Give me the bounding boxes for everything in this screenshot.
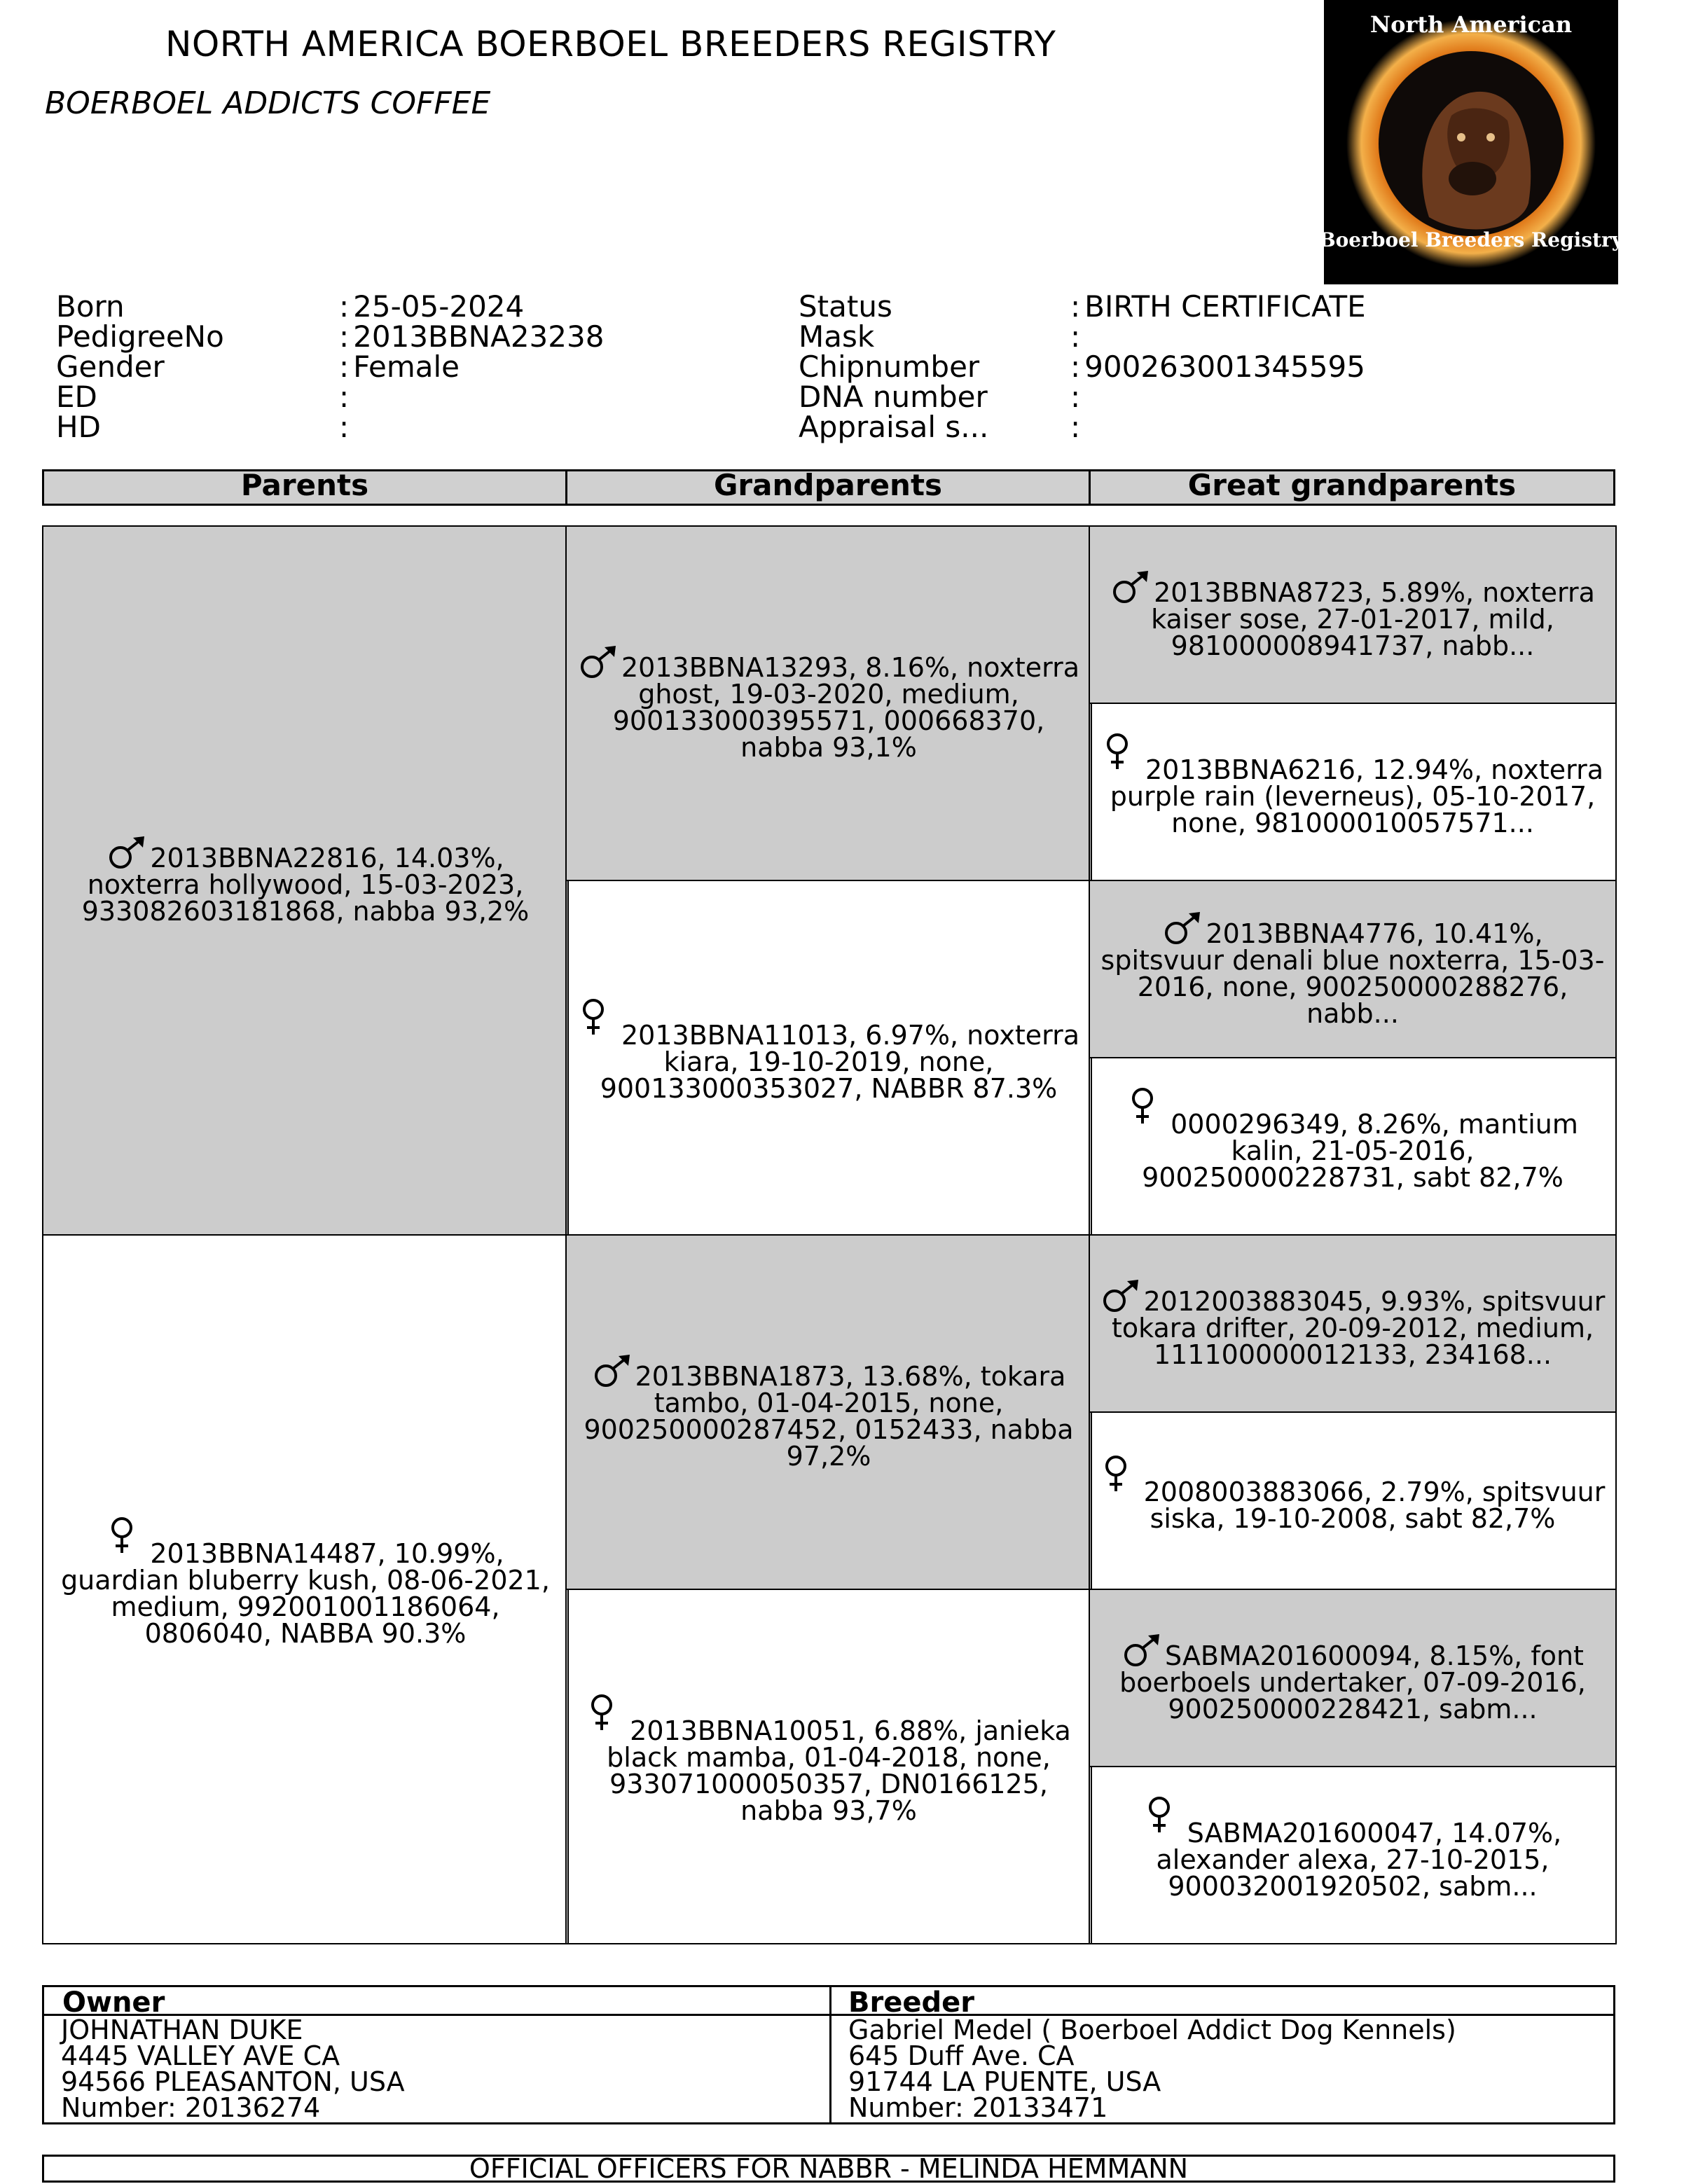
info-right-row: [799, 319, 1366, 354]
colon-separator: :: [339, 319, 350, 354]
male-symbol-icon: [1162, 912, 1203, 947]
great-grandparent-5: [1089, 1234, 1617, 1413]
logo-top-text: North American: [1369, 11, 1573, 38]
owner-number: Number: 20136274: [61, 2092, 321, 2123]
info-right-value: 900263001345595: [1084, 350, 1365, 384]
info-right-row: [799, 352, 1366, 382]
owner-name: JOHNATHAN DUKE: [61, 2014, 303, 2045]
grandparent-sire-sire: [565, 525, 1092, 881]
pedigree-entry-text: SABMA201600094, 8.15%, font boerboels undertaker, 07-09-2016, 900250000228421, sabm...: [1119, 1640, 1586, 1725]
info-left-label: HD: [56, 410, 101, 444]
footer-bar: [42, 2155, 1615, 2183]
grandparent-dam-dam: [565, 1589, 1092, 1944]
great-grandparent-6: [1089, 1411, 1617, 1590]
footer-officers: OFFICIAL OFFICERS FOR NABBR - MELINDA HEMMANN: [469, 2153, 1189, 2184]
info-left: [56, 291, 604, 442]
info-left-value: 25-05-2024: [353, 289, 525, 324]
breeder-address-1: 645 Duff Ave. CA: [848, 2040, 1075, 2071]
owner-label: Owner: [62, 1986, 165, 2019]
pedigree-entry-text: 2013BBNA8723, 5.89%, noxterra kaiser sose, 27-01-2017, mild, 981000008941737, nabb...: [1151, 576, 1595, 661]
male-symbol-icon: [1121, 1634, 1162, 1669]
parent-sire: [42, 525, 569, 1236]
parent-dam: [42, 1234, 569, 1944]
info-left-label: Gender: [56, 350, 165, 384]
info-left-label: PedigreeNo: [56, 319, 224, 354]
pedigree-entry-text: 2013BBNA22816, 14.03%, noxterra hollywood, 15-03-2023, 933082603181868, nabba 93,2%: [81, 843, 530, 927]
pedigree-entry-text: 2013BBNA4776, 10.41%, spitsvuur denali blue noxterra, 15-03-2016, none, 900250000288276, nabb...: [1100, 918, 1605, 1029]
info-left-row: [56, 319, 605, 354]
colon-separator: :: [1070, 410, 1081, 444]
female-symbol-icon: [1144, 1811, 1185, 1846]
pedigree-entry-text: 2008003883066, 2.79%, spitsvuur siska, 19-10-2008, sabt 82,7%: [1143, 1476, 1606, 1534]
col-header-parents: Parents: [42, 469, 567, 506]
great-grandparent-7: [1089, 1589, 1617, 1767]
colon-separator: :: [1070, 319, 1081, 354]
colon-separator: :: [339, 380, 350, 414]
info-right-label: Appraisal s...: [799, 410, 989, 444]
info-left-row: [56, 412, 604, 442]
pedigree-entry-text: 2013BBNA13293, 8.16%, noxterra ghost, 19-03-2020, medium, 900133000395571, 000668370, nabba 93,1%: [612, 652, 1079, 763]
owner-header: [42, 1985, 831, 2019]
pedigree-entry-text: 2013BBNA11013, 6.97%, noxterra kiara, 19-10-2019, none, 900133000353027, NABBR 87.3%: [600, 1020, 1079, 1104]
col-header-grandparents: Grandparents: [565, 469, 1091, 506]
info-right-row: [799, 291, 1366, 322]
registry-title: NORTH AMERICA BOERBOEL BREEDERS REGISTRY: [165, 24, 1056, 64]
female-symbol-icon: [1127, 1103, 1168, 1138]
registry-logo: [1324, 0, 1618, 284]
pedigree-entry-text: 2012003883045, 9.93%, spitsvuur tokara drifter, 20-09-2012, medium, 111100000012133, 234168...: [1111, 1285, 1606, 1370]
pedigree-entry-text: 0000296349, 8.26%, mantium kalin, 21-05-2016, 900250000228731, sabt 82,7%: [1142, 1108, 1578, 1193]
info-left-label: Born: [56, 289, 125, 324]
info-right-label: Status: [799, 289, 892, 324]
info-left-row: [56, 382, 604, 412]
colon-separator: :: [339, 289, 350, 324]
great-grandparent-8: [1089, 1766, 1617, 1944]
dog-name: BOERBOEL ADDICTS COFFEE: [45, 85, 491, 121]
female-symbol-icon: [578, 1014, 619, 1049]
info-left-row: [56, 291, 604, 322]
male-symbol-icon: [1110, 571, 1151, 606]
info-right: [799, 291, 1366, 442]
breeder-address-2: 91744 LA PUENTE, USA: [848, 2066, 1161, 2097]
female-symbol-icon: [1100, 1470, 1141, 1505]
great-grandparent-4: [1089, 1057, 1617, 1236]
owner-address-1: 4445 VALLEY AVE CA: [61, 2040, 340, 2071]
info-right-row: [799, 412, 1366, 442]
colon-separator: :: [339, 350, 350, 384]
info-right-value: BIRTH CERTIFICATE: [1084, 289, 1366, 324]
breeder-number: Number: 20133471: [848, 2092, 1108, 2123]
breeder-header: [829, 1985, 1615, 2019]
female-symbol-icon: [586, 1709, 627, 1744]
grandparent-sire-dam: [565, 880, 1092, 1236]
info-left-value: Female: [353, 350, 460, 384]
breeder-name: Gabriel Medel ( Boerboel Addict Dog Kennels): [848, 2014, 1456, 2045]
info-right-row: [799, 382, 1366, 412]
male-symbol-icon: [1100, 1280, 1141, 1315]
pedigree-entry-text: 2013BBNA14487, 10.99%, guardian bluberry kush, 08-06-2021, medium, 992001001186064, 0806040, NABBA 90.3%: [61, 1538, 550, 1649]
owner-address-2: 94566 PLEASANTON, USA: [61, 2066, 405, 2097]
grandparent-dam-sire: [565, 1234, 1092, 1590]
male-symbol-icon: [106, 836, 147, 871]
great-grandparent-3: [1089, 880, 1617, 1058]
info-right-label: Mask: [799, 319, 875, 354]
great-grandparent-2: [1089, 703, 1617, 881]
logo-bottom-text: Boerboel Breeders Registry: [1324, 228, 1618, 251]
female-symbol-icon: [106, 1532, 147, 1567]
colon-separator: :: [1070, 289, 1081, 324]
pedigree-entry-text: 2013BBNA1873, 13.68%, tokara tambo, 01-04-2015, none, 900250000287452, 0152433, nabba 97,2%: [584, 1361, 1074, 1472]
colon-separator: :: [1070, 380, 1081, 414]
owner-details: [42, 2014, 831, 2124]
col-header-great-grandparents: Great grandparents: [1089, 469, 1615, 506]
female-symbol-icon: [1102, 748, 1143, 783]
info-left-label: ED: [56, 380, 97, 414]
info-right-label: DNA number: [799, 380, 988, 414]
male-symbol-icon: [592, 1355, 633, 1390]
pedigree-entry-text: 2013BBNA10051, 6.88%, janieka black mamba, 01-04-2018, none, 933071000050357, DN0166125, nabba 93,7%: [607, 1715, 1071, 1826]
info-left-value: 2013BBNA23238: [353, 319, 605, 354]
pedigree-entry-text: 2013BBNA6216, 12.94%, noxterra purple rain (leverneus), 05-10-2017, none, 981000010057571...: [1110, 754, 1603, 838]
male-symbol-icon: [578, 646, 619, 681]
great-grandparent-1: [1089, 525, 1617, 704]
colon-separator: :: [339, 410, 350, 444]
breeder-label: Breeder: [848, 1986, 974, 2019]
colon-separator: :: [1070, 350, 1081, 384]
info-right-label: Chipnumber: [799, 350, 980, 384]
pedigree-entry-text: SABMA201600047, 14.07%, alexander alexa, 27-10-2015, 900032001920502, sabm...: [1156, 1817, 1562, 1902]
breeder-details: [829, 2014, 1615, 2124]
info-left-row: [56, 352, 604, 382]
